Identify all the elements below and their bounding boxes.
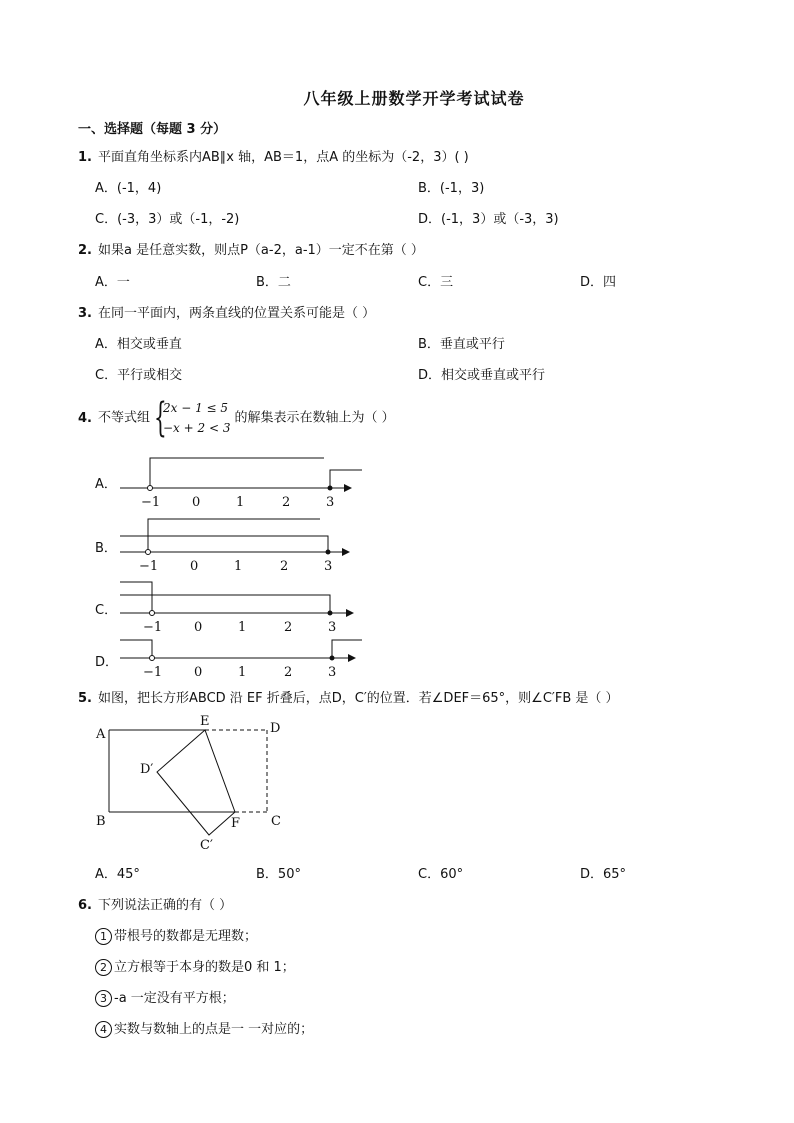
q6-statement-3	[95, 987, 235, 1007]
point-label-Cprime: C′	[200, 838, 213, 853]
q3-option-d[interactable]: D．相交或垂直或平行	[418, 368, 546, 383]
tick-label: −1	[139, 559, 159, 574]
q4-option-a-label[interactable]: A．	[95, 477, 117, 492]
q4-option-b-number-line[interactable]	[118, 516, 368, 576]
tick-label: 0	[190, 559, 199, 574]
circled-number-icon: 3	[95, 990, 112, 1007]
tick-label: 3	[328, 665, 337, 680]
circled-number-icon: 1	[95, 928, 112, 945]
question-number: 5.	[78, 691, 92, 706]
q5-option-c[interactable]: C．60°	[418, 867, 464, 882]
q3-option-c[interactable]: C．平行或相交	[95, 368, 183, 383]
question-2	[78, 239, 424, 258]
tick-label: −1	[141, 495, 161, 510]
q1-option-d[interactable]: D．(-1，3）或（-3，3)	[418, 212, 559, 227]
question-text: 下列说法正确的有（ ）	[97, 898, 233, 913]
tick-label: 1	[238, 665, 247, 680]
question-6	[78, 894, 232, 913]
tick-label: 2	[284, 620, 293, 635]
tick-label: 0	[194, 665, 203, 680]
q4-option-b-label[interactable]: B．	[95, 541, 117, 556]
question-number: 1.	[78, 150, 92, 165]
q1-option-a[interactable]: A．(-1，4)	[95, 181, 162, 196]
tick-label: 1	[238, 620, 247, 635]
tick-label: 0	[194, 620, 203, 635]
statement-text: 带根号的数都是无理数；	[114, 929, 258, 944]
section-heading: 一、选择题（每题 3 分）	[78, 122, 227, 137]
tick-label: 3	[324, 559, 333, 574]
q4-option-c-label[interactable]: C．	[95, 603, 118, 618]
question-1	[78, 146, 469, 165]
point-label-E: E	[200, 714, 210, 729]
tick-label: −1	[143, 620, 163, 635]
question-text-post: 的解集表示在数轴上为（ ）	[234, 410, 395, 426]
q1-option-b[interactable]: B．(-1，3)	[418, 181, 485, 196]
point-label-D: D	[270, 721, 281, 736]
tick-label: 1	[236, 495, 245, 510]
q3-option-a[interactable]: A．相交或垂直	[95, 337, 182, 352]
q4-option-d-label[interactable]: D．	[95, 655, 119, 670]
q5-option-b[interactable]: B．50°	[256, 867, 301, 882]
q6-statement-2	[95, 956, 295, 976]
inequality-2: −x + 2 < 3	[163, 421, 231, 435]
question-text: 在同一平面内，两条直线的位置关系可能是（ ）	[97, 306, 376, 321]
q6-statement-4	[95, 1018, 313, 1038]
fold-figure	[90, 712, 300, 857]
question-5	[78, 687, 619, 706]
exam-title: 八年级上册数学开学考试试卷	[303, 89, 525, 108]
question-number: 6.	[78, 898, 92, 913]
question-4	[78, 395, 395, 441]
q2-option-b[interactable]: B．二	[256, 275, 291, 290]
tick-label: 2	[282, 495, 291, 510]
tick-label: 3	[326, 495, 335, 510]
circled-number-icon: 4	[95, 1021, 112, 1038]
statement-text: 立方根等于本身的数是0 和 1；	[114, 960, 295, 975]
tick-label: −1	[143, 665, 163, 680]
inequality-system	[154, 395, 231, 441]
brace-icon: {	[154, 395, 167, 441]
tick-label: 3	[328, 620, 337, 635]
q4-option-c-number-line[interactable]	[118, 577, 368, 637]
q1-option-c[interactable]: C．(-3，3）或（-1，-2)	[95, 212, 240, 227]
tick-label: 1	[234, 559, 243, 574]
q4-option-a-number-line[interactable]	[118, 452, 368, 512]
question-number: 4.	[78, 410, 92, 426]
q2-option-d[interactable]: D．四	[580, 275, 617, 290]
statement-text: -a 一定没有平方根；	[114, 991, 235, 1006]
circled-number-icon: 2	[95, 959, 112, 976]
q6-statement-1	[95, 925, 257, 945]
question-text-pre: 不等式组	[97, 410, 150, 426]
q5-option-d[interactable]: D．65°	[580, 867, 627, 882]
point-label-B: B	[96, 814, 106, 829]
question-number: 3.	[78, 306, 92, 321]
question-text: 平面直角坐标系内AB∥x 轴，AB＝1，点A 的坐标为（-2，3）( )	[97, 150, 469, 165]
question-text: 如图，把长方形ABCD 沿 EF 折叠后，点D，C′的位置．若∠DEF＝65°，则∠C′FB 是（ ）	[97, 691, 619, 706]
tick-label: 2	[280, 559, 289, 574]
q5-option-a[interactable]: A．45°	[95, 867, 140, 882]
tick-label: 2	[284, 665, 293, 680]
folded-quadrilateral	[157, 730, 235, 835]
q2-option-c[interactable]: C．三	[418, 275, 454, 290]
question-3	[78, 302, 375, 321]
tick-label: 0	[192, 495, 201, 510]
point-label-Dprime: D′	[140, 762, 154, 777]
point-label-F: F	[231, 816, 241, 831]
question-number: 2.	[78, 243, 92, 258]
point-label-C: C	[271, 814, 281, 829]
q3-option-b[interactable]: B．垂直或平行	[418, 337, 505, 352]
point-label-A: A	[96, 727, 106, 742]
q4-option-d-number-line[interactable]	[118, 634, 368, 682]
q2-option-a[interactable]: A．一	[95, 275, 130, 290]
inequality-1: 2x − 1 ≤ 5	[163, 401, 229, 415]
question-text: 如果a 是任意实数，则点P（a-2，a-1）一定不在第（ ）	[97, 243, 424, 258]
statement-text: 实数与数轴上的点是一 一对应的；	[114, 1022, 314, 1037]
